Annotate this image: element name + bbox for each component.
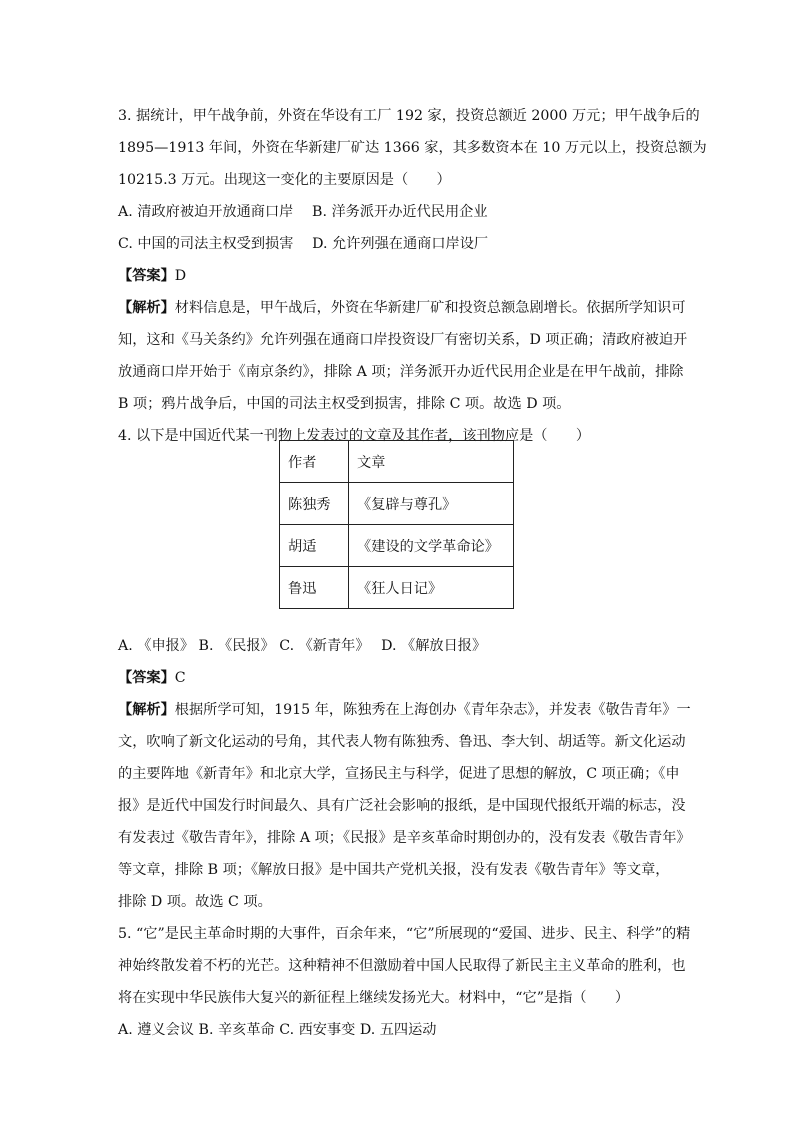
q3-options-line: C. 中国的司法主权受到损害 D. 允许列强在通商口岸设厂 <box>118 236 489 252</box>
q3-stem-line: 3. 据统计，甲午战争前，外资在华设有工厂 192 家，投资总额近 2000 万元；甲午战争后的 <box>118 108 700 124</box>
table-cell-article: 《复辟与尊孔》 <box>349 483 514 525</box>
table-cell-author: 陈独秀 <box>280 483 349 525</box>
table-cell-author: 胡适 <box>280 525 349 567</box>
q4-analysis-line: 有发表过《敬告青年》，排除 A 项；《民报》是辛亥革命时期创办的，没有发表《敬告青年》 <box>118 830 691 846</box>
table-header-cell: 文章 <box>349 441 514 483</box>
q4-analysis-line: 排除 D 项。故选 C 项。 <box>118 894 272 910</box>
q5-stem-line: 神始终散发着不朽的光芒。这种精神不但激励着中国人民取得了新民主主义革命的胜利，也 <box>118 958 686 974</box>
analysis-text: 根据所学可知，1915 年，陈独秀在上海创办《青年杂志》，并发表《敬告青年》一 <box>174 702 691 718</box>
analysis-label: 【解析】 <box>118 300 175 316</box>
table-row <box>280 567 514 609</box>
q4-stem: 4. 以下是中国近代某一刊物上发表过的文章及其作者，该刊物应是（ ） <box>118 428 591 444</box>
q3-analysis-line <box>118 292 686 324</box>
answer-value: D <box>174 268 187 284</box>
author-article-table <box>279 440 514 609</box>
answer-value: C <box>174 670 186 686</box>
answer-label: 【答案】 <box>118 670 175 686</box>
q3-answer <box>118 260 678 292</box>
table-cell-article: 《建设的文学革命论》 <box>349 525 514 567</box>
q4-analysis-line: 报》是近代中国发行时间最久、具有广泛社会影响的报纸，是中国现代报纸开端的标志，没 <box>118 798 686 814</box>
q4-options: A. 《申报》 B. 《民报》 C. 《新青年》 D. 《解放日报》 <box>118 638 487 654</box>
table-row <box>280 525 514 567</box>
q4-analysis-line <box>118 694 691 726</box>
q3-analysis-line: B 项；鸦片战争后，中国的司法主权受到损害，排除 C 项。故选 D 项。 <box>118 396 571 412</box>
q3-analysis-line: 知，这和《马关条约》允许列强在通商口岸投资设厂有密切关系，D 项正确；清政府被迫开 <box>118 332 688 348</box>
analysis-label: 【解析】 <box>118 702 175 718</box>
q3-options-line: A. 清政府被迫开放通商口岸 B. 洋务派开办近代民用企业 <box>118 204 488 220</box>
q4-analysis-line: 的主要阵地《新青年》和北京大学，宣扬民主与科学，促进了思想的解放，C 项正确；《申 <box>118 766 680 782</box>
q3-stem-line: 10215.3 万元。出现这一变化的主要原因是（ ） <box>118 172 451 188</box>
answer-label: 【答案】 <box>118 268 175 284</box>
q5-options: A. 遵义会议 B. 辛亥革命 C. 西安事变 D. 五四运动 <box>118 1022 437 1038</box>
q4-answer <box>118 662 678 694</box>
q3-analysis-line: 放通商口岸开始于《南京条约》，排除 A 项；洋务派开办近代民用企业是在甲午战前，排除 <box>118 364 684 380</box>
q3-stem-line: 1895—1913 年间，外资在华新建厂矿达 1366 家，其多数资本在 10 万元以上，投资总额为 <box>118 140 707 156</box>
q5-stem-line: 将在实现中华民族伟大复兴的新征程上继续发扬光大。材料中，“它”是指（ ） <box>118 990 630 1006</box>
table-header-cell: 作者 <box>280 441 349 483</box>
q4-analysis-line: 等文章，排除 B 项；《解放日报》是中国共产党机关报，没有发表《敬告青年》等文章， <box>118 862 670 878</box>
analysis-text: 材料信息是，甲午战后，外资在华新建厂矿和投资总额急剧增长。依据所学知识可 <box>174 300 686 316</box>
table-cell-author: 鲁迅 <box>280 567 349 609</box>
table-row <box>280 483 514 525</box>
q4-analysis-line: 文，吹响了新文化运动的号角，其代表人物有陈独秀、鲁迅、李大钊、胡适等。新文化运动 <box>118 734 686 750</box>
table-header-row <box>280 441 514 483</box>
q5-stem-line: 5. “它”是民主革命时期的大事件，百余年来，“它”所展现的“爱国、进步、民主、科学”的精 <box>118 926 691 942</box>
table-cell-article: 《狂人日记》 <box>349 567 514 609</box>
